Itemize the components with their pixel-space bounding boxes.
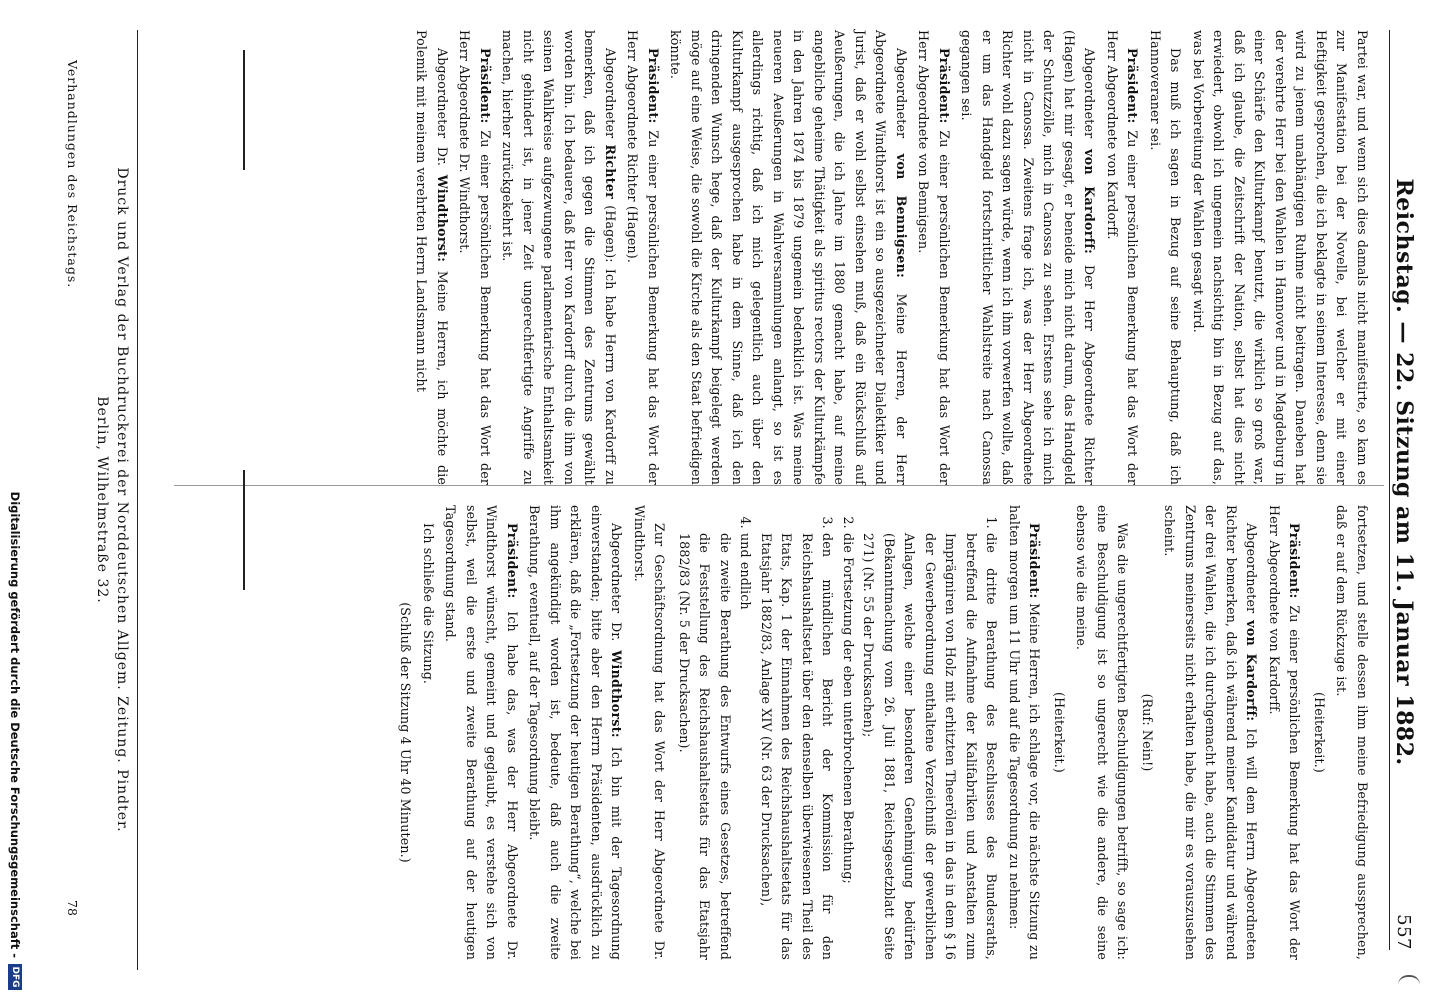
session-end-note: (Schluß der Sitzung 4 Uhr 40 Minuten.) <box>398 602 414 863</box>
speech-paragraph <box>440 505 522 960</box>
speech-text: Ich habe das, was der Herr Abgeordnete Dr. Windthorst wünscht, gemeint und geglaubt, es verstehe sich von selbst, weil die erste und zweite Berathung auf der heutigen Tagesordnung stand. <box>443 505 520 960</box>
running-title: Reichstag. — 22. Sitzung am 11. Januar 1882. <box>1391 178 1417 766</box>
paragraph: fortsetzen, und stelle dessen ihm meine Befriedigung aussprechen, daß er auf dem Rückzuge ist. <box>1334 505 1370 960</box>
left-column <box>409 30 1372 485</box>
agenda-list <box>674 505 1002 960</box>
speaker-name: von Kardorff: <box>1082 149 1098 255</box>
speaker-label: Präsident: <box>1125 48 1141 124</box>
speech-text: Ich will dem Herrn Abgeordneten Richter bemerken, daß ich während meiner Kandidatur und während der drei Wahlen, die ich durchgemacht habe, auch die Stimmen des Zentrums meinerseits nicht erhalten habe, die mir es vorauszusehen scheint. <box>1162 505 1260 961</box>
section-rule <box>243 50 245 170</box>
agenda-item: 1. die dritte Berathung des Beschlusses des Bundesraths, betreffend die Aufnahme der Kalifabriken und Anstalten zum Imprägniren von Holz mit erhitzten Theerölen in das in dem § 16 der Gewerbeordnung enthaltene Verzeichniß der gewerblichen Anlagen, welche einer besonderen Genehmigung bedürfen (Bekanntmachung vom 26. Juli 1881, Reichsgesetzblatt Seite 271) (Nr. 55 der Drucksachen); <box>858 533 1002 960</box>
speech-text: Zu einer persönlichen Bemerkung hat das Wort der Herr Abgeordnete von Kardorff. <box>1105 30 1141 485</box>
speech-text: Zu einer persönlichen Bemerkung hat das Wort der Herr Abgeordnete von Kardorff. <box>1267 505 1303 960</box>
speech-text: Meine Herren, ich schlage vor, die nächste Sitzung zu halten morgen um 11 Uhr und auf die Tagesordnung zu nehmen: <box>1007 505 1043 960</box>
speaker-intro: Abgeordneter <box>1082 48 1098 150</box>
page-header <box>1389 30 1418 950</box>
signature-line: Verhandlungen des Reichstags. <box>65 60 80 289</box>
speech-text: Zu einer persönlichen Bemerkung hat das Wort der Herr Abgeordnete Dr. Windthorst. <box>457 30 493 485</box>
speech-text: Zu einer persönlichen Bemerkung hat das Wort der Herr Abgeordnete von Bennigsen. <box>916 30 952 485</box>
speech-paragraph <box>956 30 1100 485</box>
speech-paragraph <box>1159 505 1262 960</box>
speaker-label: Präsident: <box>478 48 493 124</box>
speech-paragraph <box>454 30 495 485</box>
speech-paragraph <box>1004 505 1045 960</box>
speech-text: (Hagen): Ich habe Herrn von Kardorff zu bemerken, daß ich gegen die Stimmen des Zentrums gewählt worden bin. Ich bedauere, daß Herr von Kardorff durch die ihm von seinen Wahlkreise aufgezwungene parlamentarische Enthaltsamkeit nicht gehindert ist, in jener Zeit ungerechtfertigte Angriffe zu machen, hierher zurückgekehrt ist. <box>500 30 618 486</box>
speaker-label: Präsident: <box>1287 523 1303 599</box>
agenda-item: 3. den mündlichen Bericht der Kommission für den Reichshaushaltsetat über den denselben überwiesenen Theil des Etats, Kap. 1 der Einnahmen des Reichshaushaltsetats für das Etatsjahr 1882/83, Anlage XIV (Nr. 63 der Drucksachen), <box>756 533 838 960</box>
agenda-item-text: die zweite Berathung des Entwurfs eines Gesetzes, betreffend die Feststellung des Reichshaushaltsetats für das Etatsjahr 1882/83 (Nr. 5 der Drucksachen). <box>677 533 733 960</box>
sheet-number: 78 <box>65 900 80 916</box>
speaker-intro: Abgeordneter <box>603 48 618 145</box>
speech-text: Meine Herren, ich möchte die Polemik mit meinem verehrten Herrn Landsmann nicht <box>414 30 450 485</box>
speaker-intro: Abgeordneter Dr. <box>435 48 450 175</box>
column-divider <box>174 485 1384 486</box>
reaction-note: (Heiterkeit.) <box>1312 692 1327 773</box>
digitization-text: Digitalisierung gefördert durch die Deutsche Forschungsgemeinschaft - <box>8 491 22 958</box>
speech-paragraph <box>913 30 954 485</box>
paragraph: Was die ungerechtfertigten Beschuldigungen betrifft, so sage ich: eine Beschuldigung ist so ungerecht wie die andere, die seine ebenso wie die meine. <box>1074 505 1131 960</box>
paragraph: Zur Geschäftsordnung hat das Wort der Herr Abgeordnete Dr. Windthorst. <box>632 505 668 960</box>
footer-rule <box>137 30 138 970</box>
speech-text: Ich bin mit der Tagesordnung einverstanden; bitte aber den Herrn Präsidenten, ausdrücklich zu erklären, daß die „Fortsetzung der heutigen Berathung“, welche bei ihm angekündigt worden ist, bedeute, daß auch die zweite Berathung, eventuell, auf der Tagesordnung bleibt. <box>527 505 625 960</box>
agenda-item: 2. die Fortsetzung der eben unterbrochenen Berathung; <box>838 533 859 960</box>
speech-paragraph <box>524 505 627 960</box>
speech-paragraph <box>497 30 620 485</box>
closing-line: Ich schließe die Sitzung. <box>421 523 436 685</box>
speech-paragraph <box>665 30 911 485</box>
speech-paragraph <box>622 30 663 485</box>
paragraph: Partei war, und wenn sich dies damals nicht manifestirte, so kam es zur Manifestation bei der Novelle, bei welcher er mit einer Heftigkeit gesprochen, die ich beklagte in seinem Interesse, denn sie wird zu jenem unabhängigen Ruhme nicht beitragen. Daneben hat der verehrte Herr bei den Wahlen in Hannover und in Magdeburg in einer Schärfe den Kulturkampf benutzt, die wirklich so groß war, daß ich glaube, die Zeitschrift der Nation, selbst hat dies nicht erwiedert, obwohl ich ungemein nachsichtig bin in Bezug auf das, was bei Vorbereitung der Wahlen gesagt wird. <box>1191 30 1370 485</box>
speech-paragraph <box>1264 505 1305 960</box>
speaker-name: Windthorst: <box>609 650 625 738</box>
speech-text: Zu einer persönlichen Bemerkung hat das Wort der Herr Abgeordnete Richter (Hagen). <box>625 30 661 485</box>
margin-mark <box>1398 975 1420 993</box>
dfg-logo: DFG <box>8 964 22 990</box>
paragraph: Das muß ich sagen in Bezug auf seine Behauptung, daß ich Hannoveraner sei. <box>1148 30 1184 485</box>
page-number: 557 <box>1393 914 1415 950</box>
speaker-name: von Bennigsen: <box>894 153 909 279</box>
imprint-line: Berlin, Wilhelmstraße 32. <box>94 396 110 604</box>
reaction-note: (Heiterkeit.) <box>1052 692 1067 773</box>
digitization-note <box>8 10 22 990</box>
speaker-intro: Abgeordneter <box>1244 523 1260 621</box>
speaker-label: Präsident: <box>1027 523 1043 599</box>
speaker-intro: Abgeordneter <box>894 48 909 154</box>
speech-text: Meine Herren, der Herr Abgeordnete Windthorst ist ein so ausgezeichneter Dialektiker und Jurist, daß er wohl selbst einsehen muß, daß ein Rückschluß auf Aeußerungen, die ich Jahre im 1880 gemacht habe, auf meine angebliche geheime Thätigkeit als spiritus rectors der Kulturkämpfe in den Jahren 1874 bis 1879 ungemein bedenklich ist. Was meine neueren Aeußerungen in Wahlversammlungen anlangt, so ist es allerdings richtig, daß ich mich gelegentlich auch über den Kulturkampf ausgesprochen habe in dem Sinne, daß ich den dringenden Wunsch hege, daß der Kulturkampf beigelegt werden möge auf eine Weise, die sowohl die Kirche als den Staat befriedigen könnte. <box>668 30 909 485</box>
agenda-item <box>674 533 756 960</box>
speech-paragraph <box>411 30 452 485</box>
printer-imprint <box>92 30 132 970</box>
reaction-note: (Ruf: Nein!) <box>1140 693 1155 772</box>
speaker-label: Präsident: <box>646 48 661 124</box>
speaker-intro: Abgeordneter Dr. <box>609 523 625 651</box>
speech-text: Der Herr Abgeordnete Richter (Hagen) hat mir gesagt, er beneide mich nicht darum, das Handgeld der Schutzzölle, mich in Canossa zu sehen. Erstens sehe ich mich nicht in Canossa. Zweitens frage ich, was der Herr Abgeordnete Richter wohl dazu sagen würde, wenn ich ihm vorwerfen wollte, daß er um das Handgeld fortschrittlicher Wahlstreite nach Canossa gegangen sei. <box>959 30 1098 486</box>
speech-paragraph <box>1102 30 1143 485</box>
section-rule <box>243 470 245 590</box>
imprint-line: Druck und Verlag der Buchdruckerei der Norddeutschen Allgem. Zeitung. Pindter. <box>114 167 130 833</box>
speaker-label: Präsident: <box>937 48 952 124</box>
speaker-name: von Kardorff: <box>1244 620 1260 722</box>
right-column <box>391 505 1372 960</box>
agenda-bridge: und endlich <box>738 533 754 610</box>
speaker-name: Richter <box>603 144 618 200</box>
speaker-label: Präsident: <box>505 523 520 599</box>
speaker-name: Windthorst: <box>435 174 450 263</box>
